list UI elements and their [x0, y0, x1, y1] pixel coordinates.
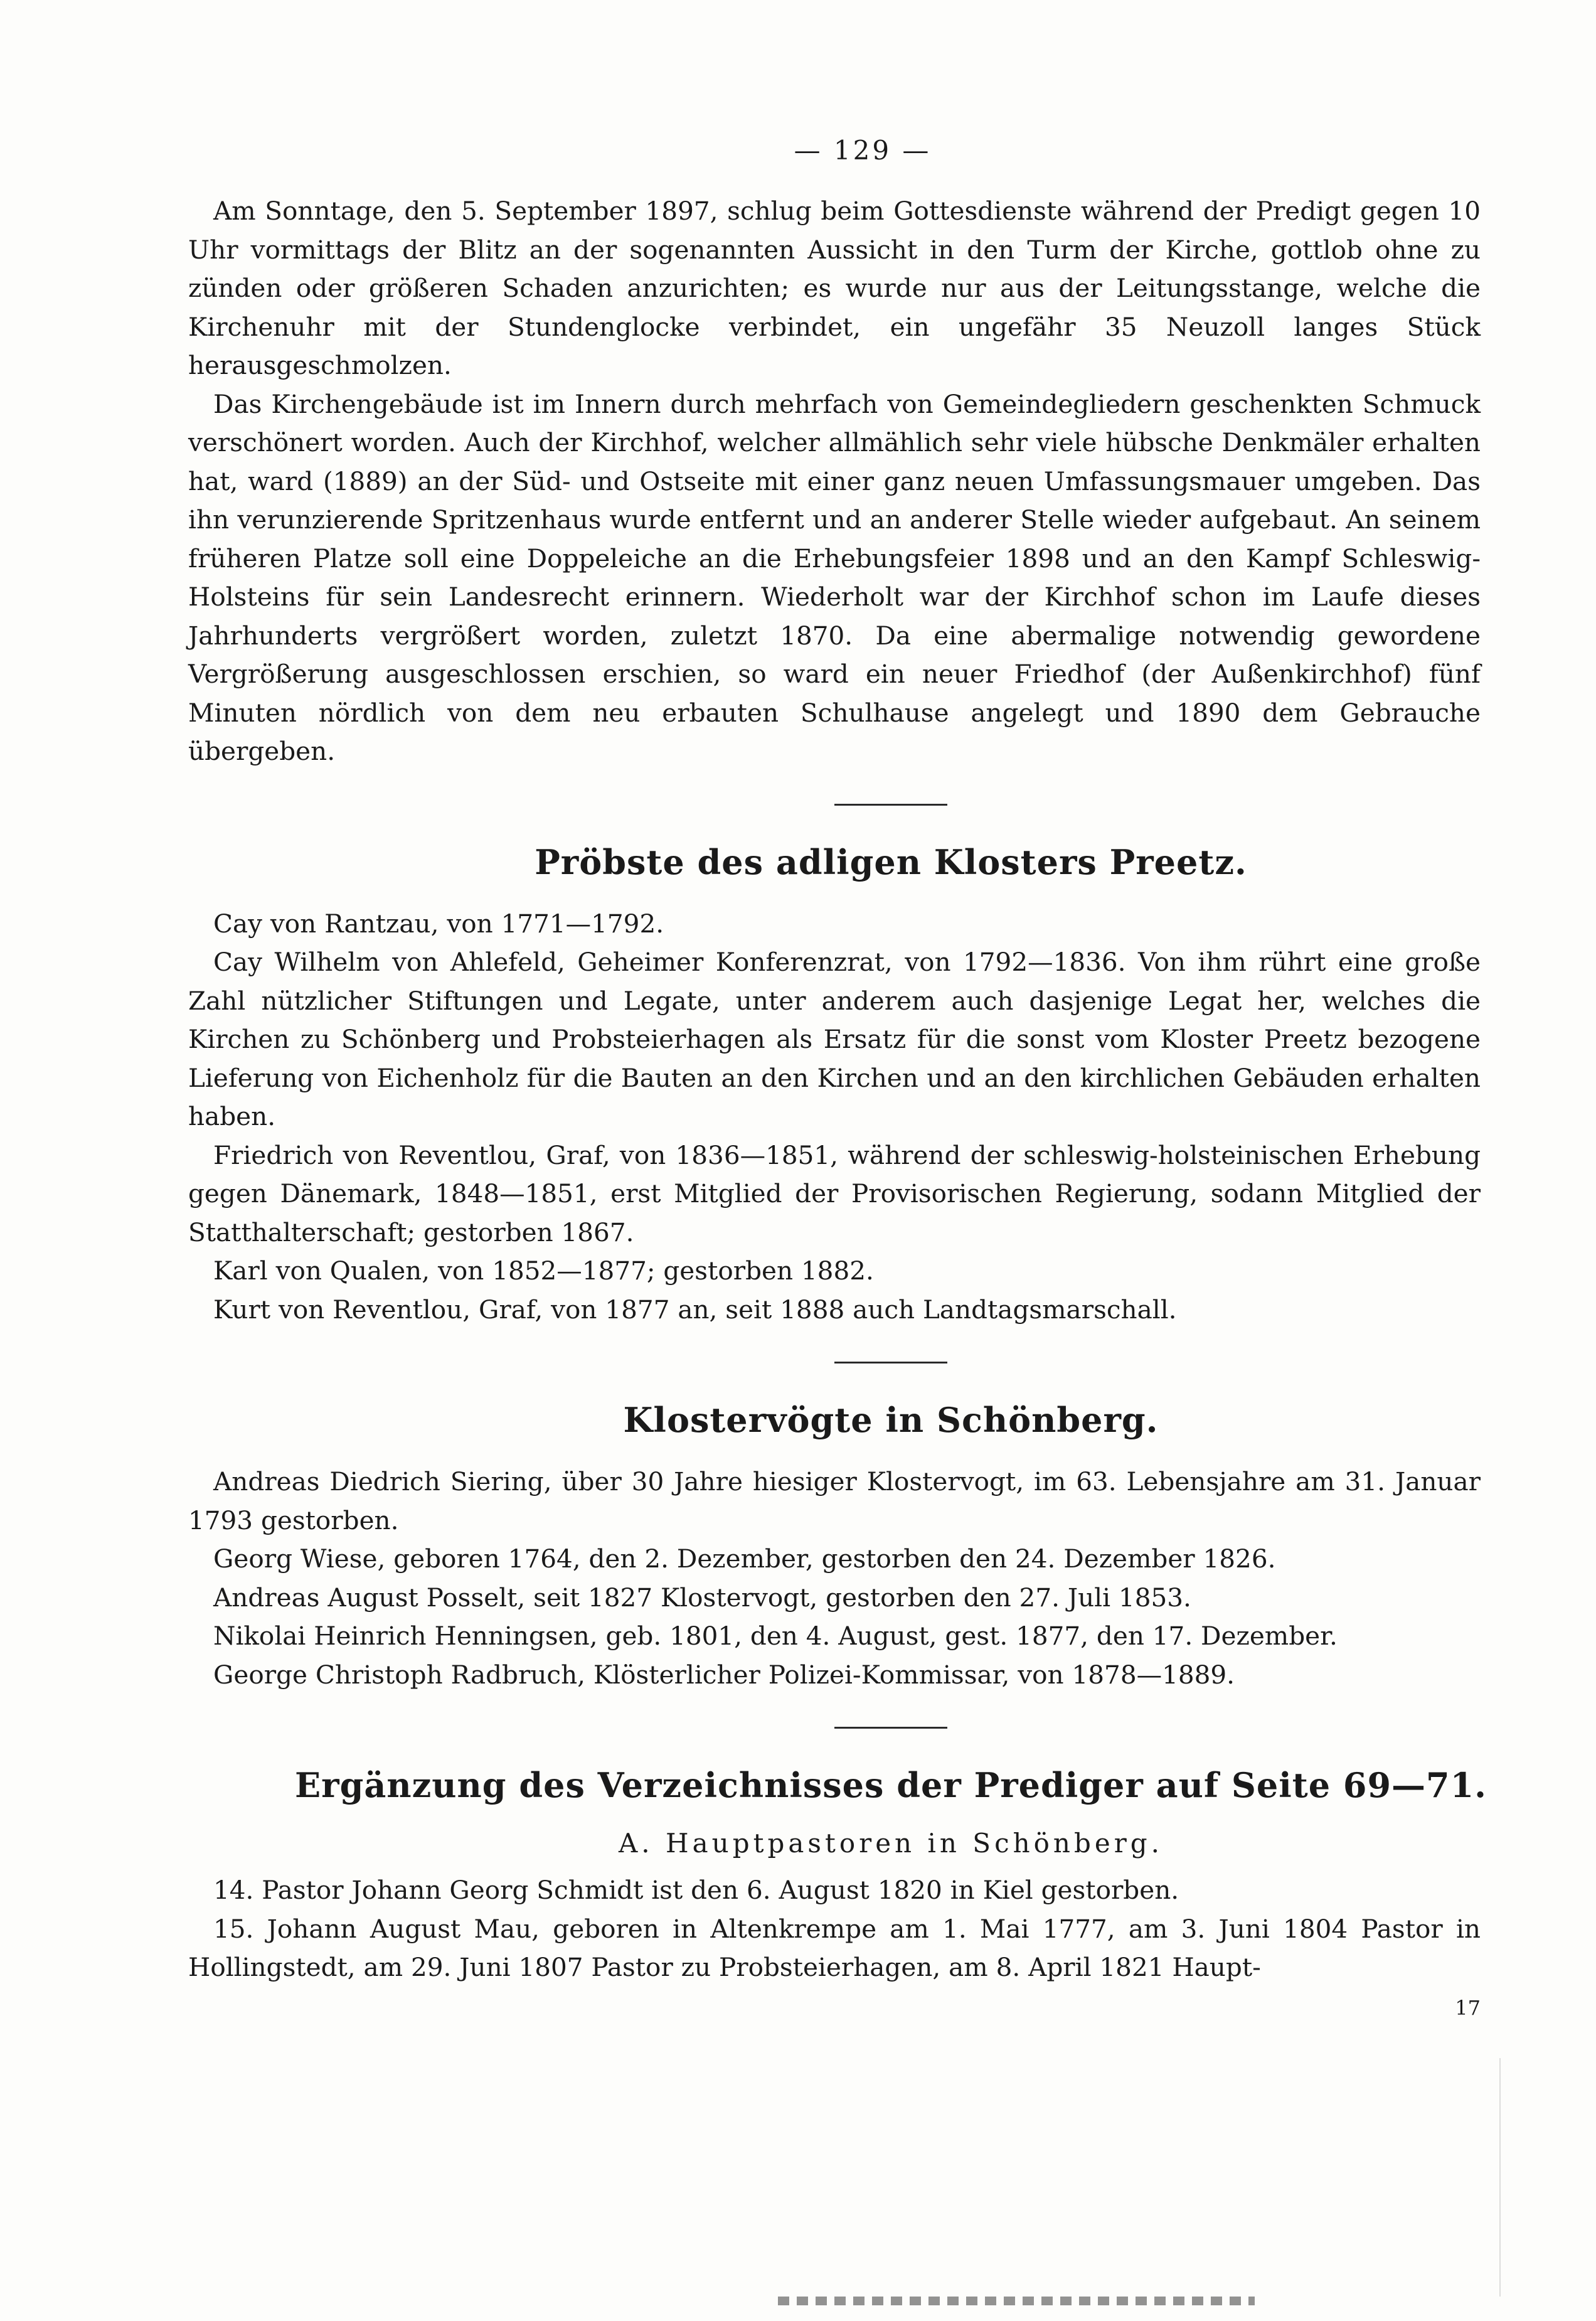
intro-paragraph-2: Das Kirchengebäude ist im Innern durch mehrfach von Gemeindegliedern geschenkten Schmuck verschönert worden. Auch der Kirchhof, welcher allmählich sehr viele hübsche Denkmäler erhalten hat, ward (1889) an der Süd- und Ostseite mit einer ganz neuen Umfassungsmauer umgeben. Das ihn verunzierende Spritzenhaus wurde entfernt und an anderer Stelle wieder aufgebaut. An seinem früheren Platze soll eine Doppeleiche an die Erhebungsfeier 1898 und an den Kampf Schleswig-Holsteins für sein Landesrecht erinnern. Wiederholt war der Kirchhof schon im Laufe dieses Jahrhunderts vergrößert worden, zuletzt 1870. Da eine abermalige notwendig gewordene Vergrößerung ausgeschlossen erschien, so ward ein neuer Friedhof (der Außenkirchhof) fünf Minuten nördlich von dem neu erbauten Schulhause angelegt und 1890 dem Gebrauche übergeben. [188, 388, 1481, 766]
list-item: Georg Wiese, geboren 1764, den 2. Dezember, gestorben den 24. Dezember 1826. [213, 1544, 1276, 1574]
list-item: Andreas Diedrich Siering, über 30 Jahre hiesiger Klostervogt, im 63. Lebensjahre am 31. Januar 1793 gestorben. [188, 1466, 1481, 1535]
list-item: Karl von Qualen, von 1852—1877; gestorben 1882. [213, 1256, 874, 1286]
subheading-hauptpastoren: A. Hauptpastoren in Schönberg. [618, 1828, 1164, 1859]
section-divider [834, 804, 947, 806]
list-item: Nikolai Heinrich Henningsen, geb. 1801, den 4. August, gest. 1877, den 17. Dezember. [213, 1621, 1338, 1651]
page-number: — 129 — [794, 135, 932, 166]
section-heading-klostervoegte: Klostervögte in Schönberg. [623, 1400, 1159, 1440]
section-divider [834, 1727, 947, 1729]
list-item: Kurt von Reventlou, Graf, von 1877 an, seit 1888 auch Landtagsmarschall. [213, 1294, 1177, 1325]
section-divider [834, 1362, 947, 1363]
section-heading-proebste: Pröbste des adligen Klosters Preetz. [535, 841, 1247, 882]
list-item: 14. Pastor Johann Georg Schmidt ist den 6. August 1820 in Kiel gestorben. [213, 1875, 1179, 1905]
scan-bottom-artifact [778, 2297, 1255, 2305]
intro-paragraph-1: Am Sonntage, den 5. September 1897, schlug beim Gottesdienste während der Predigt gegen 10 Uhr vormittags der Blitz an der sogenannten Aussicht in den Turm der Kirche, gottlob ohne zu zünden oder größeren Schaden anzurichten; es wurde nur aus der Leitungsstange, welche die Kirchenuhr mit der Stundenglocke verbindet, ein ungefähr 35 Neuzoll langes Stück herausgeschmolzen. [188, 196, 1481, 380]
scan-edge-shadow [1499, 2058, 1526, 2297]
list-item: Cay Wilhelm von Ahlefeld, Geheimer Konferenzrat, von 1792—1836. Von ihm rührt eine große Zahl nützlicher Stiftungen und Legate, unter anderem auch dasjenige Legat her, welches die Kirchen zu Schönberg und Probsteierhagen als Ersatz für die sonst vom Kloster Preetz bezogene Lieferung von Eichenholz für die Bauten an den Kirchen und an den kirchlichen Gebäuden erhalten haben. [188, 947, 1481, 1131]
list-item: Cay von Rantzau, von 1771—1792. [213, 908, 664, 939]
sheet-signature: 17 [1455, 1995, 1481, 2020]
list-item: George Christoph Radbruch, Klösterlicher Polizei-Kommissar, von 1878—1889. [213, 1659, 1235, 1690]
page-content [188, 135, 1487, 2020]
section-heading-ergaenzung: Ergänzung des Verzeichnisses der Prediger auf Seite 69—71. [295, 1765, 1487, 1805]
list-item: Friedrich von Reventlou, Graf, von 1836—1851, während der schleswig-holsteinischen Erhebung gegen Dänemark, 1848—1851, erst Mitglied der Provisorischen Regierung, sodann Mitglied der Statthalterschaft; gestorben 1867. [188, 1139, 1481, 1247]
list-item: 15. Johann August Mau, geboren in Altenkrempe am 1. Mai 1777, am 3. Juni 1804 Pastor in Hollingstedt, am 29. Juni 1807 Pastor zu Probsteierhagen, am 8. April 1821 Haupt- [188, 1913, 1481, 1982]
list-item: Andreas August Posselt, seit 1827 Klostervogt, gestorben den 27. Juli 1853. [213, 1582, 1191, 1613]
